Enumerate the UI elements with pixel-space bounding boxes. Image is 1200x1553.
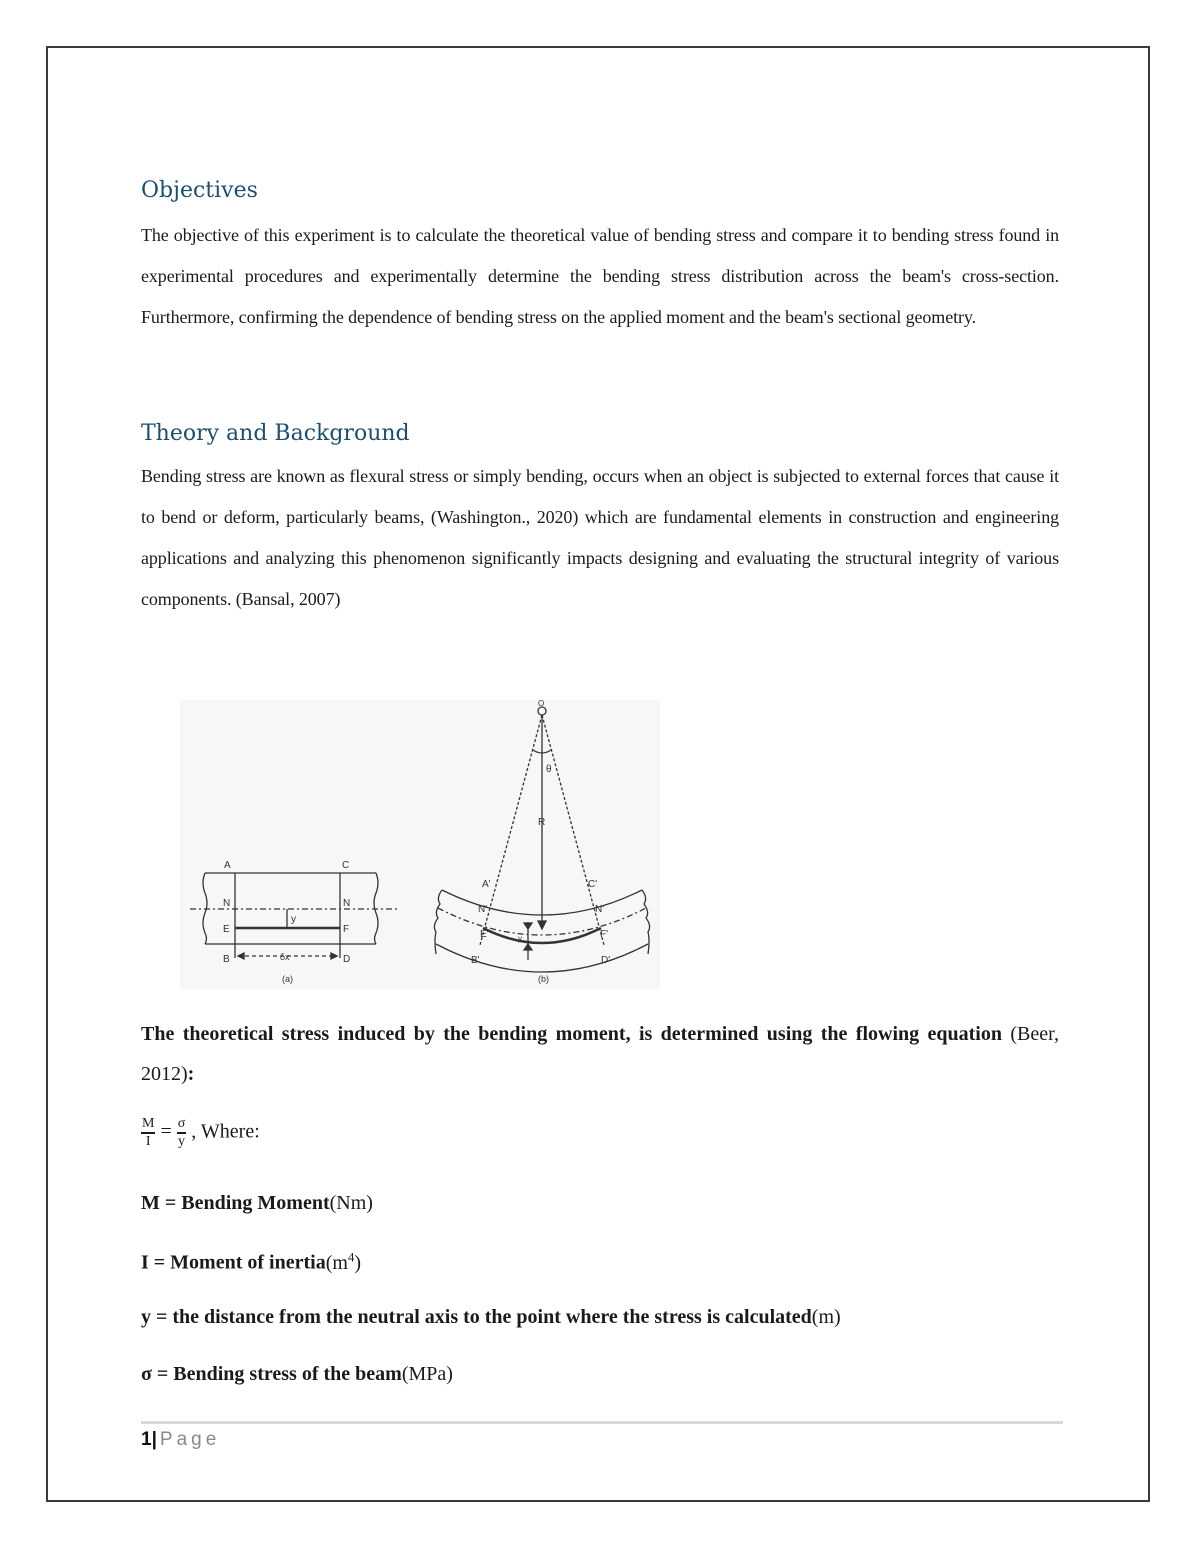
denominator-i: I <box>145 1134 151 1149</box>
label-e: E <box>223 924 230 935</box>
label-c-prime: C' <box>588 879 598 890</box>
page-number: 1 <box>141 1429 152 1450</box>
definition-sigma-text: σ = Bending stress of the beam <box>141 1363 402 1385</box>
caption-b: (b) <box>538 974 549 984</box>
footer-separator: | <box>151 1429 157 1450</box>
definition-y-text: y = the distance from the neutral axis to the point where the stress is calculated <box>141 1306 812 1328</box>
definition-sigma-unit: (MPa) <box>401 1363 453 1385</box>
bending-equation <box>141 1116 260 1150</box>
figure-background <box>180 700 660 990</box>
label-y-b: y <box>518 934 522 943</box>
definition-m-unit: (Nm) <box>329 1192 373 1214</box>
theory-paragraph: Bending stress are known as flexural stress or simply bending, occurs when an object is subjected to external forces that cause it to bend or deform, particularly beams, (Washington., 2020) which are fundamental elements in construction and engineering applications and analyzing this phenomenon significantly impacts designing and evaluating the structural integrity of various components. (Bansal, 2007) <box>141 466 1059 609</box>
label-n-prime-right: N' <box>595 904 605 915</box>
definition-m-text: M = Bending Moment <box>141 1192 330 1214</box>
caption-a: (a) <box>282 974 293 984</box>
label-b: B <box>223 954 230 965</box>
unit-close: ) <box>354 1251 362 1274</box>
label-n-prime-left: N' <box>478 904 488 915</box>
equation-citation: (Beer, 2012) <box>141 1023 1059 1085</box>
label-r: R <box>538 817 546 828</box>
definition-y-unit: (m) <box>811 1306 841 1328</box>
denominator-y: y <box>178 1134 185 1149</box>
numerator-m: M <box>141 1116 155 1134</box>
theory-heading: Theory and Background <box>141 421 410 446</box>
label-c: C <box>342 860 350 871</box>
fraction-sigma-over-y <box>177 1116 187 1150</box>
objectives-heading: Objectives <box>141 178 258 203</box>
equation-intro-colon: : <box>187 1063 195 1085</box>
definition-i <box>141 1249 361 1275</box>
equation-intro <box>141 1014 1059 1094</box>
definition-m <box>141 1192 373 1215</box>
label-n-left: N <box>223 898 231 909</box>
definition-sigma <box>141 1363 453 1386</box>
definition-y <box>141 1306 841 1329</box>
page-footer <box>141 1429 220 1451</box>
label-e-prime: E' <box>480 929 489 940</box>
unit-exponent: 4 <box>347 1249 355 1264</box>
numerator-sigma: σ <box>177 1116 187 1134</box>
beam-bending-diagram <box>180 700 660 990</box>
footer-divider <box>141 1421 1063 1424</box>
equals-sign: = <box>160 1120 172 1143</box>
page-label: Page <box>159 1429 221 1450</box>
label-f: F <box>343 924 350 935</box>
label-f-prime: F' <box>600 929 609 940</box>
fraction-m-over-i <box>141 1116 155 1150</box>
definition-i-text: I = Moment of inertia <box>141 1251 326 1274</box>
label-o: O <box>538 700 545 708</box>
label-n-right: N <box>343 898 351 909</box>
definition-i-unit <box>325 1249 362 1274</box>
label-a: A <box>224 860 231 871</box>
label-d-prime: D' <box>601 955 611 966</box>
equation-intro-text: The theoretical stress induced by the bending moment, is determined using the flowing equation <box>141 1023 1002 1045</box>
label-d: D <box>343 954 351 965</box>
equation-suffix: , Where: <box>191 1120 260 1143</box>
label-b-prime: B' <box>471 955 480 966</box>
unit-base: (m <box>325 1251 348 1274</box>
label-y-a: y <box>291 914 296 925</box>
objectives-paragraph: The objective of this experiment is to calculate the theoretical value of bending stress and compare it to bending stress found in experimental procedures and experimentally determine the bending stress distribution across the beam's cross-section. Furthermore, confirming the dependence of bending stress on the applied moment and the beam's sectional geometry. <box>141 225 1059 327</box>
label-theta: θ <box>546 764 552 775</box>
beam-bending-figure <box>180 700 660 990</box>
label-a-prime: A' <box>482 879 491 890</box>
label-dx: δx <box>280 952 290 962</box>
